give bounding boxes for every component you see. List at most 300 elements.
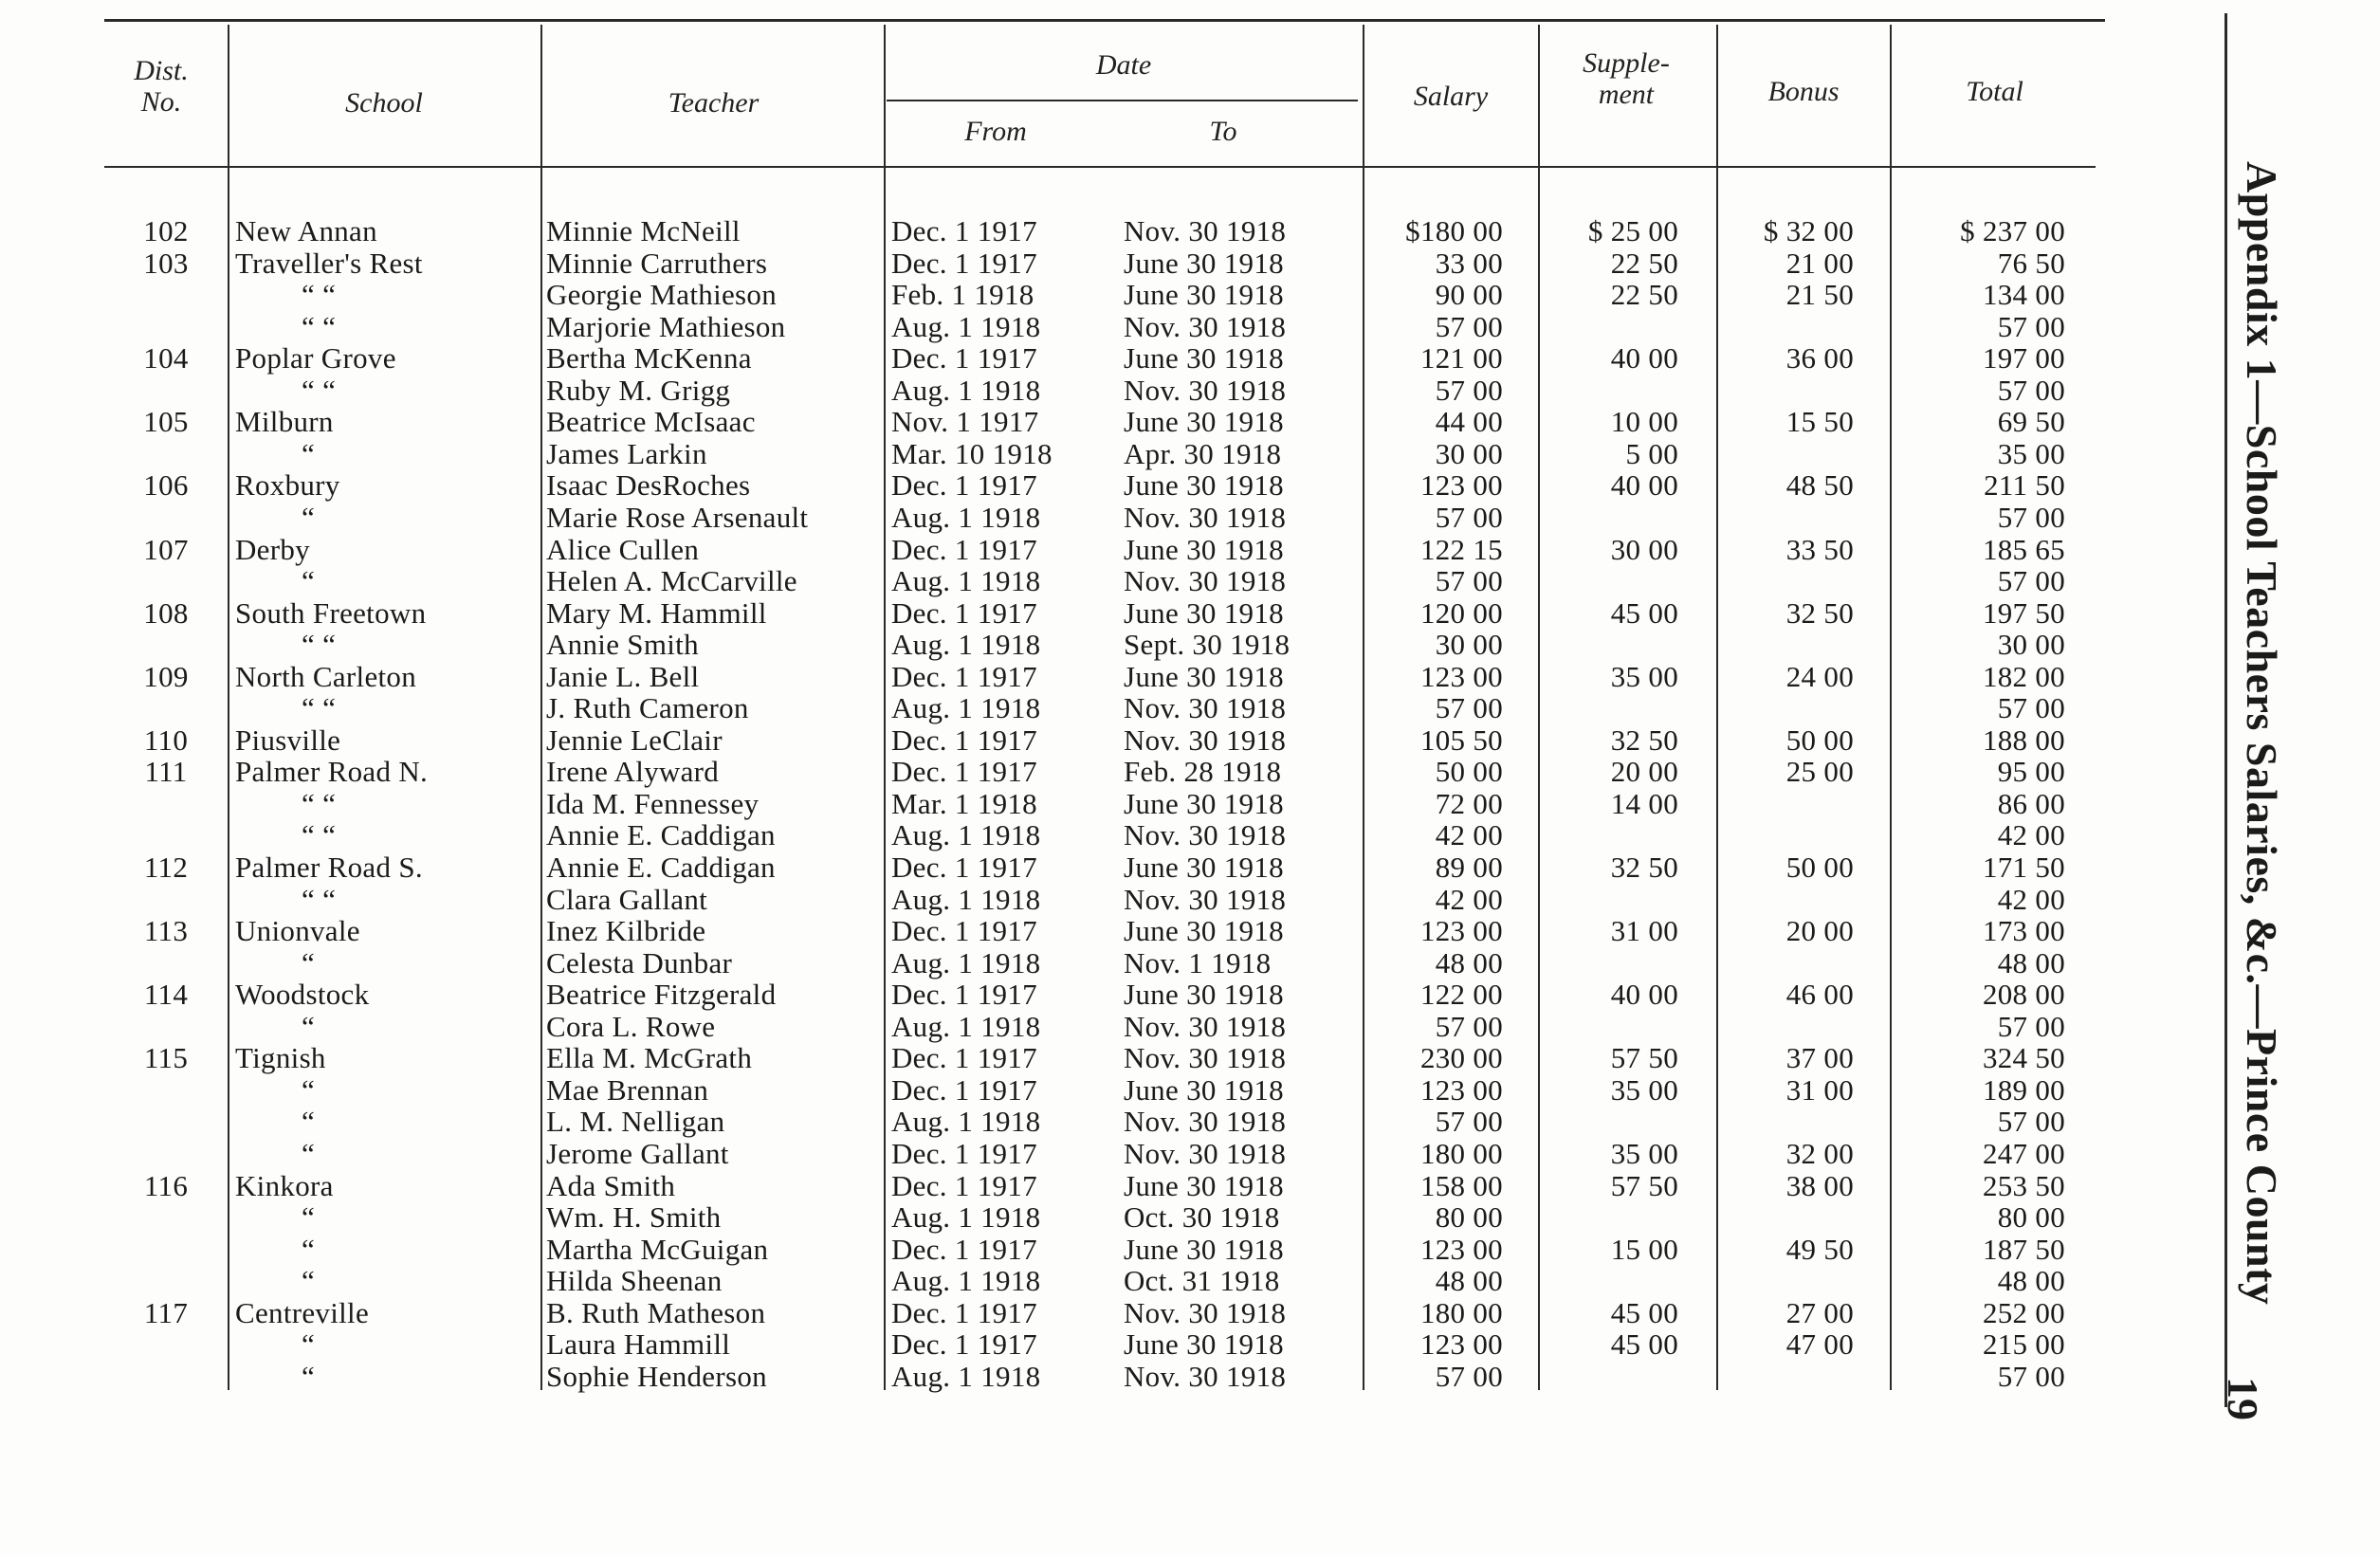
date-to-cell: Oct. 30 1918	[1124, 1200, 1280, 1235]
supplement-cell: 10 00	[1610, 405, 1678, 439]
date-to-cell: June 30 1918	[1124, 659, 1284, 693]
total-cell: 253 50	[1982, 1168, 2065, 1202]
total-cell: 57 00	[1997, 691, 2065, 725]
date-from-cell: Aug. 1 1918	[891, 628, 1041, 662]
date-subheader-rule	[887, 100, 1358, 101]
supplement-cell: 45 00	[1610, 1327, 1678, 1362]
supplement-cell: 32 50	[1610, 723, 1678, 757]
bonus-cell: 33 50	[1785, 532, 1854, 566]
table-row	[0, 979, 2105, 1011]
dist-no-cell: 110	[143, 723, 189, 757]
date-from-cell: Aug. 1 1918	[891, 500, 1041, 534]
supplement-cell: 35 00	[1610, 659, 1678, 693]
supplement-cell: 30 00	[1610, 532, 1678, 566]
date-to-cell: Feb. 28 1918	[1124, 755, 1282, 789]
date-to-cell: June 30 1918	[1124, 246, 1284, 280]
total-cell: 57 00	[1997, 1359, 2065, 1393]
school-cell: “ “	[302, 278, 337, 312]
school-cell: “	[302, 1327, 316, 1362]
page-number: 19	[2219, 1377, 2267, 1420]
date-from-cell: Dec. 1 1917	[891, 1327, 1037, 1362]
school-cell: “	[302, 564, 316, 598]
salary-cell: 123 00	[1419, 1327, 1503, 1362]
total-cell: 189 00	[1982, 1072, 2065, 1107]
date-from-cell: Aug. 1 1918	[891, 1359, 1041, 1393]
total-cell: 80 00	[1997, 1200, 2065, 1235]
date-from-cell: Dec. 1 1917	[891, 214, 1037, 247]
salary-cell: 42 00	[1435, 818, 1503, 852]
bonus-cell: 48 50	[1785, 468, 1854, 503]
table-row	[0, 1170, 2105, 1202]
header-total: Total	[1966, 76, 2023, 107]
table-row	[0, 915, 2105, 947]
date-from-cell: Dec. 1 1917	[891, 1041, 1037, 1075]
teacher-cell: Annie E. Caddigan	[546, 818, 776, 852]
date-from-cell: Aug. 1 1918	[891, 1009, 1041, 1043]
total-cell: 95 00	[1997, 755, 2065, 789]
salary-cell: 105 50	[1419, 723, 1503, 757]
table-row	[0, 597, 2105, 630]
table-row	[0, 1042, 2105, 1074]
date-to-cell: June 30 1918	[1124, 914, 1284, 948]
total-cell: 171 50	[1982, 851, 2065, 884]
header-supplement: Supple- ment	[1583, 47, 1670, 110]
total-cell: 86 00	[1997, 786, 2065, 820]
bonus-cell: 21 00	[1785, 246, 1854, 280]
date-to-cell: June 30 1918	[1124, 786, 1284, 820]
date-to-cell: Nov. 30 1918	[1124, 1105, 1287, 1139]
date-to-cell: Apr. 30 1918	[1124, 436, 1282, 470]
header-from: From	[964, 116, 1027, 147]
table-row	[0, 469, 2105, 502]
salary-cell: 48 00	[1435, 1264, 1503, 1298]
salary-cell: 122 15	[1419, 532, 1503, 566]
dist-no-cell: 104	[143, 341, 189, 375]
date-from-cell: Dec. 1 1917	[891, 723, 1037, 757]
total-cell: 252 00	[1982, 1295, 2065, 1329]
salary-cell: 120 00	[1419, 595, 1503, 630]
teacher-cell: Marie Rose Arsenault	[546, 500, 809, 534]
salary-cell: 57 00	[1435, 373, 1503, 407]
school-cell: Piusville	[235, 723, 341, 757]
total-cell: 57 00	[1997, 1105, 2065, 1139]
date-from-cell: Dec. 1 1917	[891, 1136, 1037, 1170]
school-cell: “	[302, 1264, 316, 1298]
top-rule	[104, 19, 2105, 22]
table-row	[0, 215, 2105, 247]
salary-cell: 123 00	[1419, 914, 1503, 948]
school-cell: Palmer Road S.	[235, 851, 423, 884]
salary-cell: 230 00	[1419, 1041, 1503, 1075]
school-cell: Unionvale	[235, 914, 360, 948]
date-from-cell: Dec. 1 1917	[891, 1168, 1037, 1202]
date-to-cell: June 30 1918	[1124, 1168, 1284, 1202]
supplement-cell: 15 00	[1610, 1232, 1678, 1266]
salary-cell: 57 00	[1435, 1359, 1503, 1393]
school-cell: “ “	[302, 786, 337, 820]
date-from-cell: Dec. 1 1917	[891, 851, 1037, 884]
total-cell: 57 00	[1997, 1009, 2065, 1043]
date-from-cell: Aug. 1 1918	[891, 945, 1041, 979]
bonus-cell: 50 00	[1785, 723, 1854, 757]
supplement-cell: 57 50	[1610, 1168, 1678, 1202]
bonus-cell: 25 00	[1785, 755, 1854, 789]
date-from-cell: Aug. 1 1918	[891, 1200, 1041, 1235]
total-cell: $ 237 00	[1960, 214, 2065, 247]
dist-no-cell: 107	[143, 532, 189, 566]
table-row	[0, 406, 2105, 438]
bonus-cell: $ 32 00	[1763, 214, 1854, 247]
salary-cell: $180 00	[1405, 214, 1503, 247]
school-cell: Milburn	[235, 405, 334, 439]
date-to-cell: June 30 1918	[1124, 595, 1284, 630]
table-row	[0, 565, 2105, 597]
school-cell: South Freetown	[235, 595, 427, 630]
date-to-cell: Nov. 30 1918	[1124, 1009, 1287, 1043]
table-row	[0, 279, 2105, 311]
teacher-cell: J. Ruth Cameron	[546, 691, 749, 725]
bonus-cell: 24 00	[1785, 659, 1854, 693]
date-to-cell: June 30 1918	[1124, 1232, 1284, 1266]
school-cell: “	[302, 1105, 316, 1139]
salary-cell: 48 00	[1435, 945, 1503, 979]
date-from-cell: Dec. 1 1917	[891, 914, 1037, 948]
supplement-cell: 14 00	[1610, 786, 1678, 820]
dist-no-cell: 108	[143, 595, 189, 630]
table-row	[0, 1074, 2105, 1107]
supplement-cell: $ 25 00	[1587, 214, 1678, 247]
table-row	[0, 629, 2105, 661]
dist-no-cell: 105	[143, 405, 189, 439]
supplement-cell: 40 00	[1610, 978, 1678, 1012]
table-row	[0, 1011, 2105, 1043]
teacher-cell: Annie Smith	[546, 628, 699, 662]
teacher-cell: Jerome Gallant	[546, 1136, 729, 1170]
total-cell: 76 50	[1997, 246, 2065, 280]
teacher-cell: Martha McGuigan	[546, 1232, 769, 1266]
teacher-cell: Inez Kilbride	[546, 914, 706, 948]
total-cell: 197 50	[1982, 595, 2065, 630]
dist-no-cell: 114	[143, 978, 189, 1012]
teacher-cell: Hilda Sheenan	[546, 1264, 723, 1298]
salary-cell: 123 00	[1419, 468, 1503, 503]
dist-no-cell: 109	[143, 659, 189, 693]
supplement-cell: 22 50	[1610, 246, 1678, 280]
date-from-cell: Aug. 1 1918	[891, 1105, 1041, 1139]
salary-cell: 89 00	[1435, 851, 1503, 884]
teacher-cell: James Larkin	[546, 436, 707, 470]
school-cell: Palmer Road N.	[235, 755, 429, 789]
table-row	[0, 1106, 2105, 1138]
table-row	[0, 247, 2105, 280]
salary-cell: 30 00	[1435, 436, 1503, 470]
school-cell: Centreville	[235, 1295, 370, 1329]
teacher-cell: Irene Alyward	[546, 755, 720, 789]
date-to-cell: Nov. 30 1918	[1124, 723, 1287, 757]
table-row	[0, 1361, 2105, 1393]
bonus-cell: 21 50	[1785, 278, 1854, 312]
total-cell: 48 00	[1997, 1264, 2065, 1298]
date-from-cell: Dec. 1 1917	[891, 468, 1037, 503]
bonus-cell: 32 00	[1785, 1136, 1854, 1170]
date-from-cell: Dec. 1 1917	[891, 1232, 1037, 1266]
date-from-cell: Dec. 1 1917	[891, 532, 1037, 566]
date-to-cell: June 30 1918	[1124, 978, 1284, 1012]
table-row	[0, 1265, 2105, 1297]
dist-no-cell: 113	[143, 914, 189, 948]
date-to-cell: June 30 1918	[1124, 532, 1284, 566]
date-from-cell: Aug. 1 1918	[891, 882, 1041, 916]
total-cell: 182 00	[1982, 659, 2065, 693]
supplement-cell: 40 00	[1610, 341, 1678, 375]
date-to-cell: Nov. 30 1918	[1124, 1041, 1287, 1075]
header-teacher: Teacher	[668, 87, 760, 119]
table-row	[0, 1234, 2105, 1266]
salary-cell: 57 00	[1435, 309, 1503, 343]
date-from-cell: Dec. 1 1917	[891, 1295, 1037, 1329]
header-school: School	[345, 87, 423, 119]
table-row	[0, 1297, 2105, 1329]
salary-cell: 158 00	[1419, 1168, 1503, 1202]
school-cell: “ “	[302, 628, 337, 662]
teacher-cell: Clara Gallant	[546, 882, 708, 916]
total-cell: 48 00	[1997, 945, 2065, 979]
teacher-cell: Bertha McKenna	[546, 341, 752, 375]
teacher-cell: Isaac DesRoches	[546, 468, 751, 503]
teacher-cell: Ida M. Fennessey	[546, 786, 760, 820]
header-salary: Salary	[1413, 81, 1489, 112]
date-from-cell: Dec. 1 1917	[891, 659, 1037, 693]
table-row	[0, 502, 2105, 534]
bonus-cell: 37 00	[1785, 1041, 1854, 1075]
bonus-cell: 27 00	[1785, 1295, 1854, 1329]
date-to-cell: Nov. 30 1918	[1124, 564, 1287, 598]
total-cell: 188 00	[1982, 723, 2065, 757]
teacher-cell: Janie L. Bell	[546, 659, 700, 693]
total-cell: 173 00	[1982, 914, 2065, 948]
date-from-cell: Dec. 1 1917	[891, 978, 1037, 1012]
date-from-cell: Aug. 1 1918	[891, 818, 1041, 852]
header-bottom-rule	[104, 166, 2096, 168]
teacher-cell: Jennie LeClair	[546, 723, 723, 757]
salary-cell: 122 00	[1419, 978, 1503, 1012]
school-cell: Poplar Grove	[235, 341, 396, 375]
date-to-cell: June 30 1918	[1124, 405, 1284, 439]
date-to-cell: Oct. 31 1918	[1124, 1264, 1280, 1298]
bonus-cell: 47 00	[1785, 1327, 1854, 1362]
total-cell: 57 00	[1997, 500, 2065, 534]
school-cell: “	[302, 1200, 316, 1235]
bonus-cell: 15 50	[1785, 405, 1854, 439]
school-cell: North Carleton	[235, 659, 417, 693]
supplement-cell: 22 50	[1610, 278, 1678, 312]
header-to: To	[1209, 116, 1237, 147]
teacher-cell: Ella M. McGrath	[546, 1041, 753, 1075]
teacher-cell: Minnie Carruthers	[546, 246, 768, 280]
school-cell: Roxbury	[235, 468, 340, 503]
total-cell: 57 00	[1997, 309, 2065, 343]
date-from-cell: Aug. 1 1918	[891, 373, 1041, 407]
date-from-cell: Mar. 1 1918	[891, 786, 1037, 820]
total-cell: 57 00	[1997, 564, 2065, 598]
date-to-cell: Nov. 30 1918	[1124, 500, 1287, 534]
supplement-cell: 5 00	[1625, 436, 1678, 470]
date-to-cell: Nov. 30 1918	[1124, 373, 1287, 407]
table-row	[0, 661, 2105, 693]
salary-cell: 123 00	[1419, 1072, 1503, 1107]
supplement-cell: 20 00	[1610, 755, 1678, 789]
school-cell: “	[302, 1232, 316, 1266]
margin-rule	[2224, 13, 2227, 1407]
teacher-cell: Cora L. Rowe	[546, 1009, 716, 1043]
bonus-cell: 38 00	[1785, 1168, 1854, 1202]
salary-cell: 57 00	[1435, 691, 1503, 725]
teacher-cell: Wm. H. Smith	[546, 1200, 722, 1235]
date-to-cell: June 30 1918	[1124, 468, 1284, 503]
date-to-cell: Nov. 30 1918	[1124, 818, 1287, 852]
supplement-cell: 45 00	[1610, 595, 1678, 630]
total-cell: 197 00	[1982, 341, 2065, 375]
salary-cell: 123 00	[1419, 1232, 1503, 1266]
table-row	[0, 884, 2105, 916]
salary-cell: 44 00	[1435, 405, 1503, 439]
dist-no-cell: 102	[143, 214, 189, 247]
supplement-cell: 57 50	[1610, 1041, 1678, 1075]
date-from-cell: Dec. 1 1917	[891, 1072, 1037, 1107]
school-cell: Kinkora	[235, 1168, 334, 1202]
teacher-cell: Helen A. McCarville	[546, 564, 797, 598]
date-to-cell: Nov. 1 1918	[1124, 945, 1272, 979]
total-cell: 208 00	[1982, 978, 2065, 1012]
table-row	[0, 1138, 2105, 1170]
school-cell: “	[302, 500, 316, 534]
total-cell: 215 00	[1982, 1327, 2065, 1362]
date-from-cell: Aug. 1 1918	[891, 564, 1041, 598]
supplement-cell: 31 00	[1610, 914, 1678, 948]
teacher-cell: Beatrice Fitzgerald	[546, 978, 777, 1012]
table-row	[0, 1328, 2105, 1361]
date-to-cell: Nov. 30 1918	[1124, 214, 1287, 247]
date-to-cell: Nov. 30 1918	[1124, 1359, 1287, 1393]
date-from-cell: Feb. 1 1918	[891, 278, 1034, 312]
supplement-cell: 32 50	[1610, 851, 1678, 884]
header-bonus: Bonus	[1767, 76, 1840, 107]
teacher-cell: Mae Brennan	[546, 1072, 709, 1107]
table-row	[0, 756, 2105, 788]
supplement-cell: 35 00	[1610, 1072, 1678, 1107]
date-from-cell: Dec. 1 1917	[891, 246, 1037, 280]
total-cell: 69 50	[1997, 405, 2065, 439]
table-row	[0, 375, 2105, 407]
school-cell: “	[302, 1009, 316, 1043]
salary-cell: 180 00	[1419, 1136, 1503, 1170]
bonus-cell: 46 00	[1785, 978, 1854, 1012]
teacher-cell: Sophie Henderson	[546, 1359, 767, 1393]
school-cell: Woodstock	[235, 978, 370, 1012]
dist-no-cell: 115	[143, 1041, 189, 1075]
supplement-cell: 40 00	[1610, 468, 1678, 503]
dist-no-cell: 103	[143, 246, 189, 280]
table-row	[0, 819, 2105, 851]
date-to-cell: Nov. 30 1918	[1124, 1136, 1287, 1170]
teacher-cell: B. Ruth Matheson	[546, 1295, 766, 1329]
dist-no-cell: 112	[143, 851, 189, 884]
date-from-cell: Aug. 1 1918	[891, 1264, 1041, 1298]
salary-cell: 33 00	[1435, 246, 1503, 280]
teacher-cell: Mary M. Hammill	[546, 595, 767, 630]
teacher-cell: L. M. Nelligan	[546, 1105, 725, 1139]
date-from-cell: Dec. 1 1917	[891, 755, 1037, 789]
bonus-cell: 20 00	[1785, 914, 1854, 948]
dist-no-cell: 116	[143, 1168, 189, 1202]
salary-cell: 90 00	[1435, 278, 1503, 312]
table-row	[0, 947, 2105, 979]
supplement-cell: 35 00	[1610, 1136, 1678, 1170]
school-cell: “	[302, 1136, 316, 1170]
date-to-cell: June 30 1918	[1124, 1327, 1284, 1362]
school-cell: “	[302, 1072, 316, 1107]
bonus-cell: 31 00	[1785, 1072, 1854, 1107]
salary-cell: 123 00	[1419, 659, 1503, 693]
table-row	[0, 438, 2105, 470]
table-row	[0, 851, 2105, 884]
salary-cell: 57 00	[1435, 1009, 1503, 1043]
salary-cell: 30 00	[1435, 628, 1503, 662]
salary-cell: 42 00	[1435, 882, 1503, 916]
total-cell: 187 50	[1982, 1232, 2065, 1266]
school-cell: “ “	[302, 309, 337, 343]
table-row	[0, 342, 2105, 375]
total-cell: 42 00	[1997, 882, 2065, 916]
date-from-cell: Dec. 1 1917	[891, 595, 1037, 630]
salary-cell: 57 00	[1435, 1105, 1503, 1139]
side-title: Appendix 1—School Teachers Salaries, &c.—Prince County	[2238, 161, 2286, 1306]
header-date: Date	[1095, 49, 1152, 81]
date-from-cell: Aug. 1 1918	[891, 309, 1041, 343]
school-cell: Traveller's Rest	[235, 246, 423, 280]
date-to-cell: Nov. 30 1918	[1124, 882, 1287, 916]
teacher-cell: Georgie Mathieson	[546, 278, 778, 312]
date-from-cell: Nov. 1 1917	[891, 405, 1039, 439]
date-to-cell: June 30 1918	[1124, 851, 1284, 884]
table-row	[0, 724, 2105, 757]
school-cell: “	[302, 436, 316, 470]
teacher-cell: Ada Smith	[546, 1168, 676, 1202]
date-from-cell: Aug. 1 1918	[891, 691, 1041, 725]
table-row	[0, 1201, 2105, 1234]
school-cell: “	[302, 945, 316, 979]
teacher-cell: Laura Hammill	[546, 1327, 731, 1362]
date-to-cell: Sept. 30 1918	[1124, 628, 1291, 662]
salary-cell: 57 00	[1435, 564, 1503, 598]
bonus-cell: 36 00	[1785, 341, 1854, 375]
date-to-cell: Nov. 30 1918	[1124, 309, 1287, 343]
school-cell: “ “	[302, 373, 337, 407]
dist-no-cell: 111	[144, 755, 188, 789]
teacher-cell: Ruby M. Grigg	[546, 373, 731, 407]
supplement-cell: 45 00	[1610, 1295, 1678, 1329]
school-cell: Derby	[235, 532, 310, 566]
school-cell: Tignish	[235, 1041, 326, 1075]
header-dist-no: Dist. No.	[134, 55, 189, 118]
table-row	[0, 788, 2105, 820]
date-to-cell: June 30 1918	[1124, 341, 1284, 375]
date-to-cell: Nov. 30 1918	[1124, 1295, 1287, 1329]
school-cell: New Annan	[235, 214, 377, 247]
total-cell: 211 50	[1984, 468, 2065, 503]
total-cell: 134 00	[1982, 278, 2065, 312]
date-to-cell: June 30 1918	[1124, 278, 1284, 312]
